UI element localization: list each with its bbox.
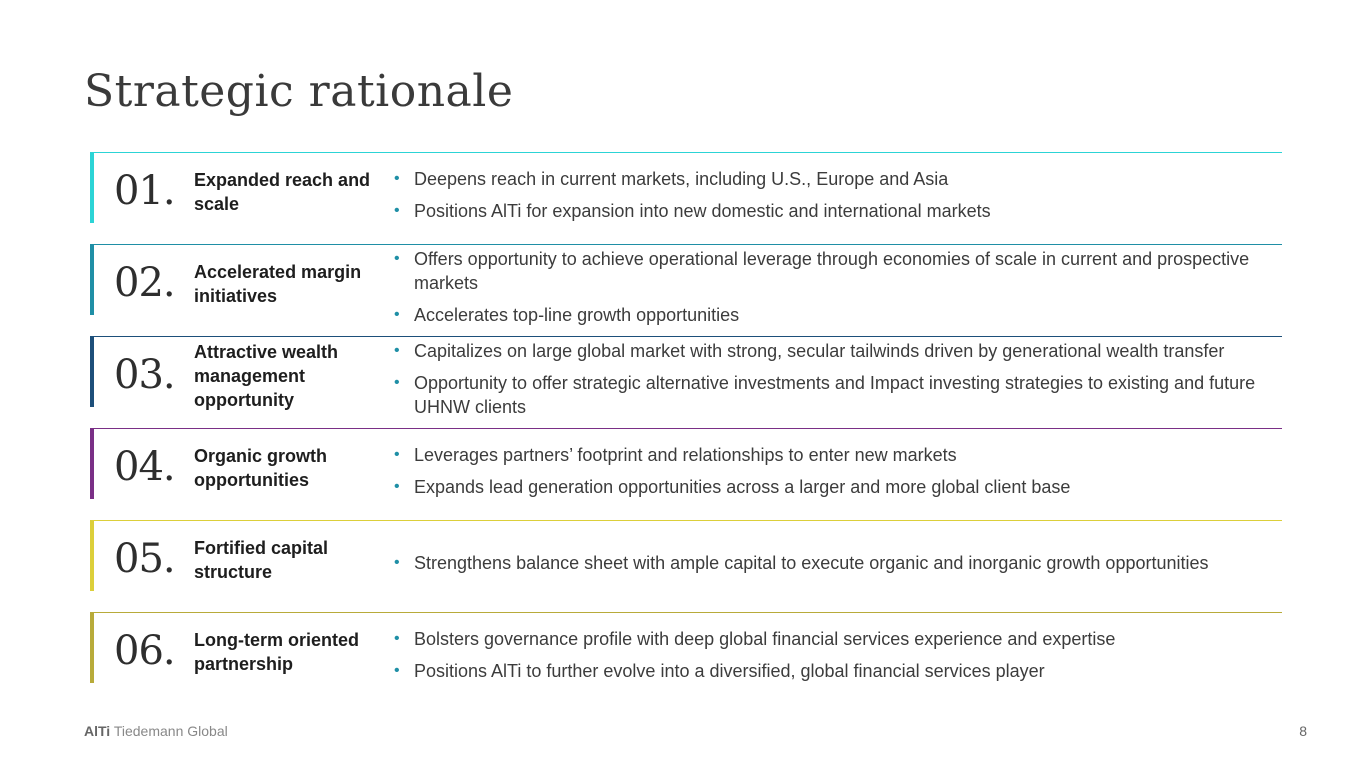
bullet-item: • Positions AlTi to further evolve into a diversified, global financial services player xyxy=(394,659,1282,683)
rationale-row xyxy=(90,152,1282,244)
row-heading: Long-term oriented partnership xyxy=(194,629,359,674)
bullet-item: • Bolsters governance profile with deep global financial services experience and expertise xyxy=(394,627,1282,651)
row-number: 02. xyxy=(114,259,175,306)
brand-suffix: Tiedemann Global xyxy=(110,723,228,739)
footer-brand xyxy=(84,723,228,739)
bullet-list xyxy=(394,551,1282,575)
row-number: 01. xyxy=(114,167,175,214)
row-number: 03. xyxy=(114,351,175,398)
bullet-list xyxy=(394,167,1282,223)
bullet-list xyxy=(394,247,1282,327)
rationale-row xyxy=(90,612,1282,704)
accent-bar xyxy=(90,337,94,407)
rationale-row xyxy=(90,244,1282,336)
rationale-row xyxy=(90,336,1282,428)
bullet-item: • Capitalizes on large global market with strong, secular tailwinds driven by generational wealth transfer xyxy=(394,339,1282,363)
page-title: Strategic rationale xyxy=(84,66,514,117)
accent-bar xyxy=(90,245,94,315)
page-number: 8 xyxy=(1299,723,1307,739)
bullet-list xyxy=(394,339,1282,419)
bullet-item: • Leverages partners’ footprint and relationships to enter new markets xyxy=(394,443,1282,467)
bullet-list xyxy=(394,627,1282,683)
rationale-list xyxy=(90,152,1282,704)
accent-bar xyxy=(90,153,94,223)
rationale-row xyxy=(90,520,1282,612)
accent-bar xyxy=(90,521,94,591)
row-number: 04. xyxy=(114,443,175,490)
row-heading: Accelerated margin initiatives xyxy=(194,261,362,306)
bullet-item: • Positions AlTi for expansion into new domestic and international markets xyxy=(394,199,1282,223)
row-number: 06. xyxy=(114,627,175,674)
bullet-item: • Offers opportunity to achieve operational leverage through economies of scale in current and prospective markets xyxy=(394,247,1282,295)
row-number: 05. xyxy=(114,535,175,582)
rationale-row xyxy=(90,428,1282,520)
bullet-item: • Opportunity to offer strategic alternative investments and Impact investing strategies to existing and future UHNW clients xyxy=(394,371,1282,419)
row-heading: Attractive wealth management opportunity xyxy=(194,341,339,410)
bullet-item: • Accelerates top-line growth opportunities xyxy=(394,303,1282,327)
bullet-item: • Strengthens balance sheet with ample capital to execute organic and inorganic growth opportunities xyxy=(394,551,1282,575)
row-heading: Expanded reach and scale xyxy=(194,169,371,214)
brand-name: AlTi xyxy=(84,723,111,739)
row-heading: Organic growth opportunities xyxy=(194,445,328,490)
accent-bar xyxy=(90,429,94,499)
accent-bar xyxy=(90,613,94,683)
row-heading: Fortified capital structure xyxy=(194,537,329,582)
bullet-list xyxy=(394,443,1282,499)
bullet-item: • Expands lead generation opportunities across a larger and more global client base xyxy=(394,475,1282,499)
bullet-item: • Deepens reach in current markets, including U.S., Europe and Asia xyxy=(394,167,1282,191)
